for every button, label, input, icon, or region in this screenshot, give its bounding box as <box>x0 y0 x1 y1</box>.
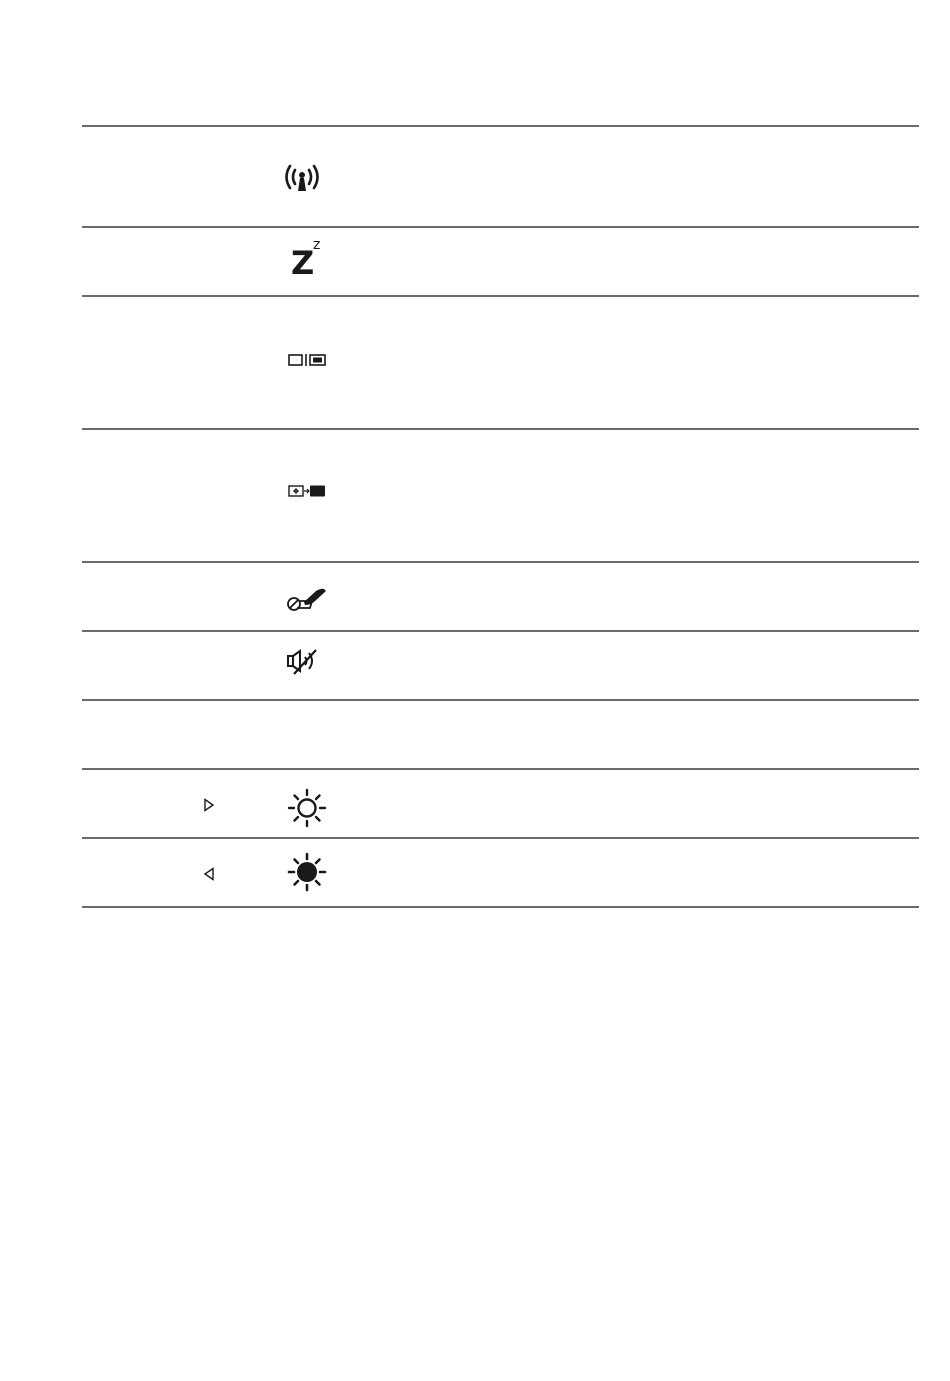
table-rule <box>82 699 919 701</box>
brightness-down-icon <box>286 788 328 828</box>
table-rule <box>82 125 919 127</box>
wireless-icon <box>282 163 322 193</box>
sleep-icon-large-z: Z <box>291 244 315 282</box>
sleep-icon-small-z: z <box>313 237 321 253</box>
table-rule <box>82 226 919 228</box>
table-rule <box>82 561 919 563</box>
table-rule <box>82 837 919 839</box>
display-toggle-icon <box>288 353 328 367</box>
right-triangle-icon <box>203 798 215 812</box>
screen-blank-icon <box>288 484 328 498</box>
table-rule <box>82 768 919 770</box>
speaker-mute-icon <box>286 648 322 676</box>
table-rule <box>82 428 919 430</box>
table-rule <box>82 295 919 297</box>
table-rule <box>82 630 919 632</box>
touchpad-off-icon <box>286 587 328 613</box>
table-rule <box>82 906 919 908</box>
brightness-up-icon <box>286 852 328 892</box>
left-triangle-icon <box>203 867 215 881</box>
